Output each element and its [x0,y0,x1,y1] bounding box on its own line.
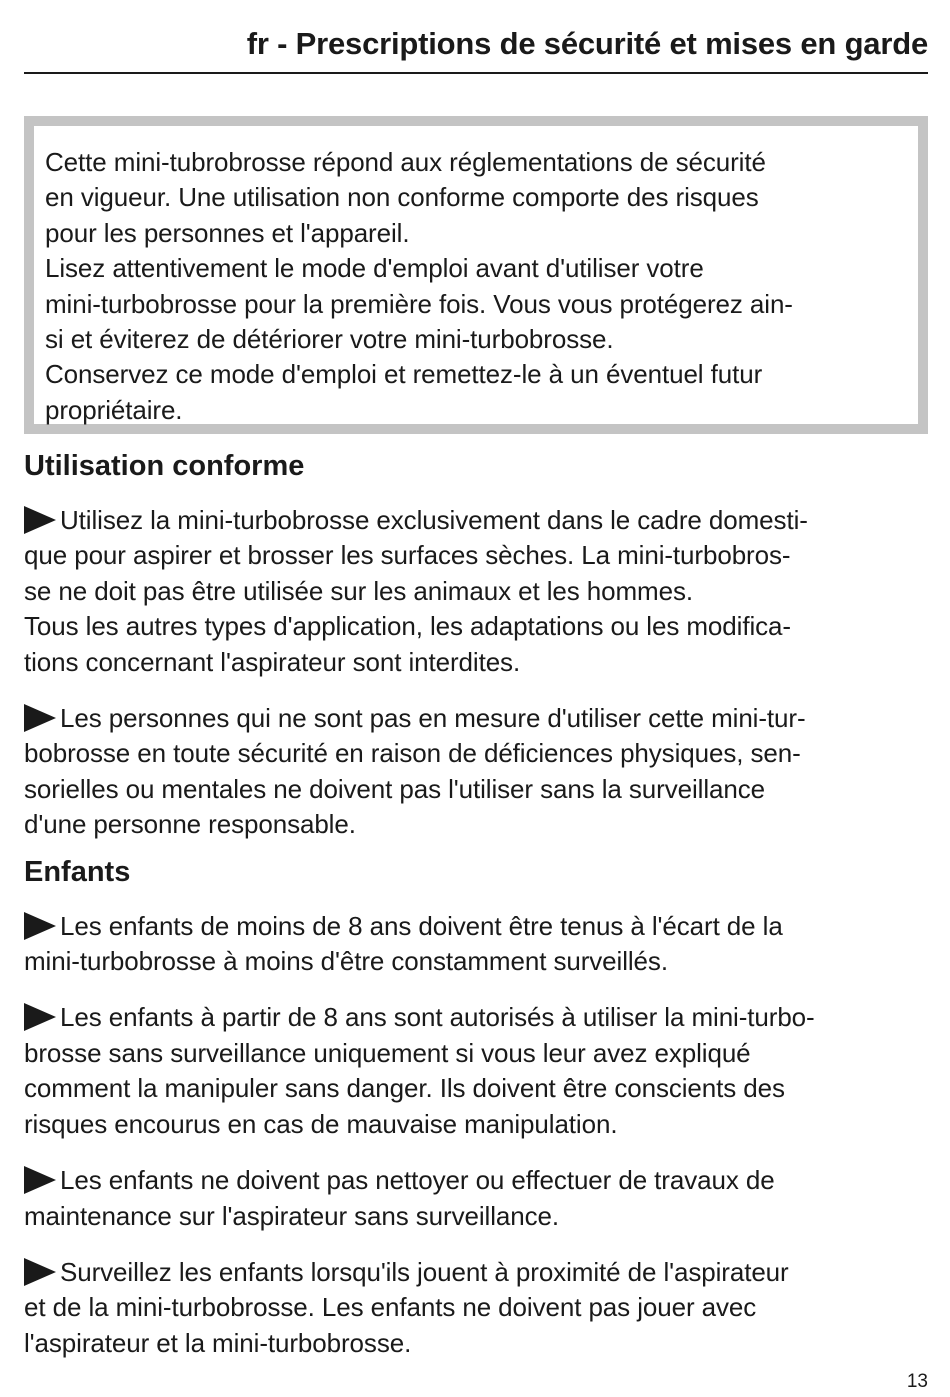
triangle-bullet-icon [24,506,56,534]
paragraph-line: Les personnes qui ne sont pas en mesure d'utiliser cette mini-tur- [24,701,928,736]
paragraph-line: d'une personne responsable. [24,809,356,840]
paragraph-line: et de la mini-turbobrosse. Les enfants ne doivent pas jouer avec [24,1292,757,1323]
paragraph-line: que pour aspirer et brosser les surfaces sèches. La mini-turbobros- [24,540,791,571]
paragraph-line: brosse sans surveillance uniquement si vous leur avez expliqué [24,1037,751,1068]
header-rule [24,72,928,74]
paragraph-line: Les enfants à partir de 8 ans sont autorisés à utiliser la mini-turbo- [24,1000,928,1035]
notice-line: propriétaire. [45,394,183,425]
paragraph-children-supervise [24,1255,928,1361]
page-number: 13 [906,1371,928,1392]
paragraph-line: comment la manipuler sans danger. Ils doivent être conscients des [24,1073,785,1104]
paragraph-line: Les enfants de moins de 8 ans doivent être tenus à l'écart de la [24,909,928,944]
notice-line: Conservez ce mode d'emploi et remettez-le à un éventuel futur [45,359,763,390]
section-heading-utilisation-conforme: Utilisation conforme [24,450,305,482]
paragraph-line: tions concernant l'aspirateur sont interdites. [24,646,521,677]
paragraph-children-cleaning [24,1163,928,1234]
paragraph-line: bobrosse en toute sécurité en raison de déficiences physiques, sen- [24,738,801,769]
triangle-bullet-icon [24,912,56,940]
notice-line: Lisez attentivement le mode d'emploi avant d'utiliser votre [45,253,704,284]
triangle-bullet-icon [24,1258,56,1286]
paragraph-line: mini-turbobrosse à moins d'être constamment surveillés. [24,946,668,977]
paragraph-line: l'aspirateur et la mini-turbobrosse. [24,1327,412,1358]
main-content [24,446,928,1361]
triangle-bullet-icon [24,1003,56,1031]
page-title: fr - Prescriptions de sécurité et mises en garde [246,26,928,61]
paragraph-persons [24,701,928,843]
paragraph-line: Tous les autres types d'application, les adaptations ou les modifica- [24,611,791,642]
paragraph-line: sorielles ou mentales ne doivent pas l'utiliser sans la surveillance [24,773,765,804]
paragraph-line: risques encourus en cas de mauvaise manipulation. [24,1108,618,1139]
notice-line: en vigueur. Une utilisation non conforme comporte des risques [45,182,759,213]
notice-line: si et éviterez de détériorer votre mini-turbobrosse. [45,324,614,355]
notice-line: pour les personnes et l'appareil. [45,217,410,248]
notice-line: Cette mini-tubrobrosse répond aux réglementations de sécurité [45,147,766,177]
safety-notice-box [24,116,928,434]
paragraph-usage [24,503,928,680]
paragraph-line: Utilisez la mini-turbobrosse exclusivement dans le cadre domesti- [24,503,928,538]
paragraph-children-from-8 [24,1000,928,1142]
notice-line: mini-turbobrosse pour la première fois. Vous vous protégerez ain- [45,288,793,319]
paragraph-line: maintenance sur l'aspirateur sans surveillance. [24,1200,559,1231]
paragraph-children-under-8 [24,909,928,980]
paragraph-line: Surveillez les enfants lorsqu'ils jouent à proximité de l'aspirateur [24,1255,928,1290]
triangle-bullet-icon [24,704,56,732]
section-heading-enfants: Enfants [24,855,131,888]
paragraph-line: Les enfants ne doivent pas nettoyer ou effectuer de travaux de [24,1163,928,1198]
paragraph-line: se ne doit pas être utilisée sur les animaux et les hommes. [24,575,693,606]
triangle-bullet-icon [24,1166,56,1194]
